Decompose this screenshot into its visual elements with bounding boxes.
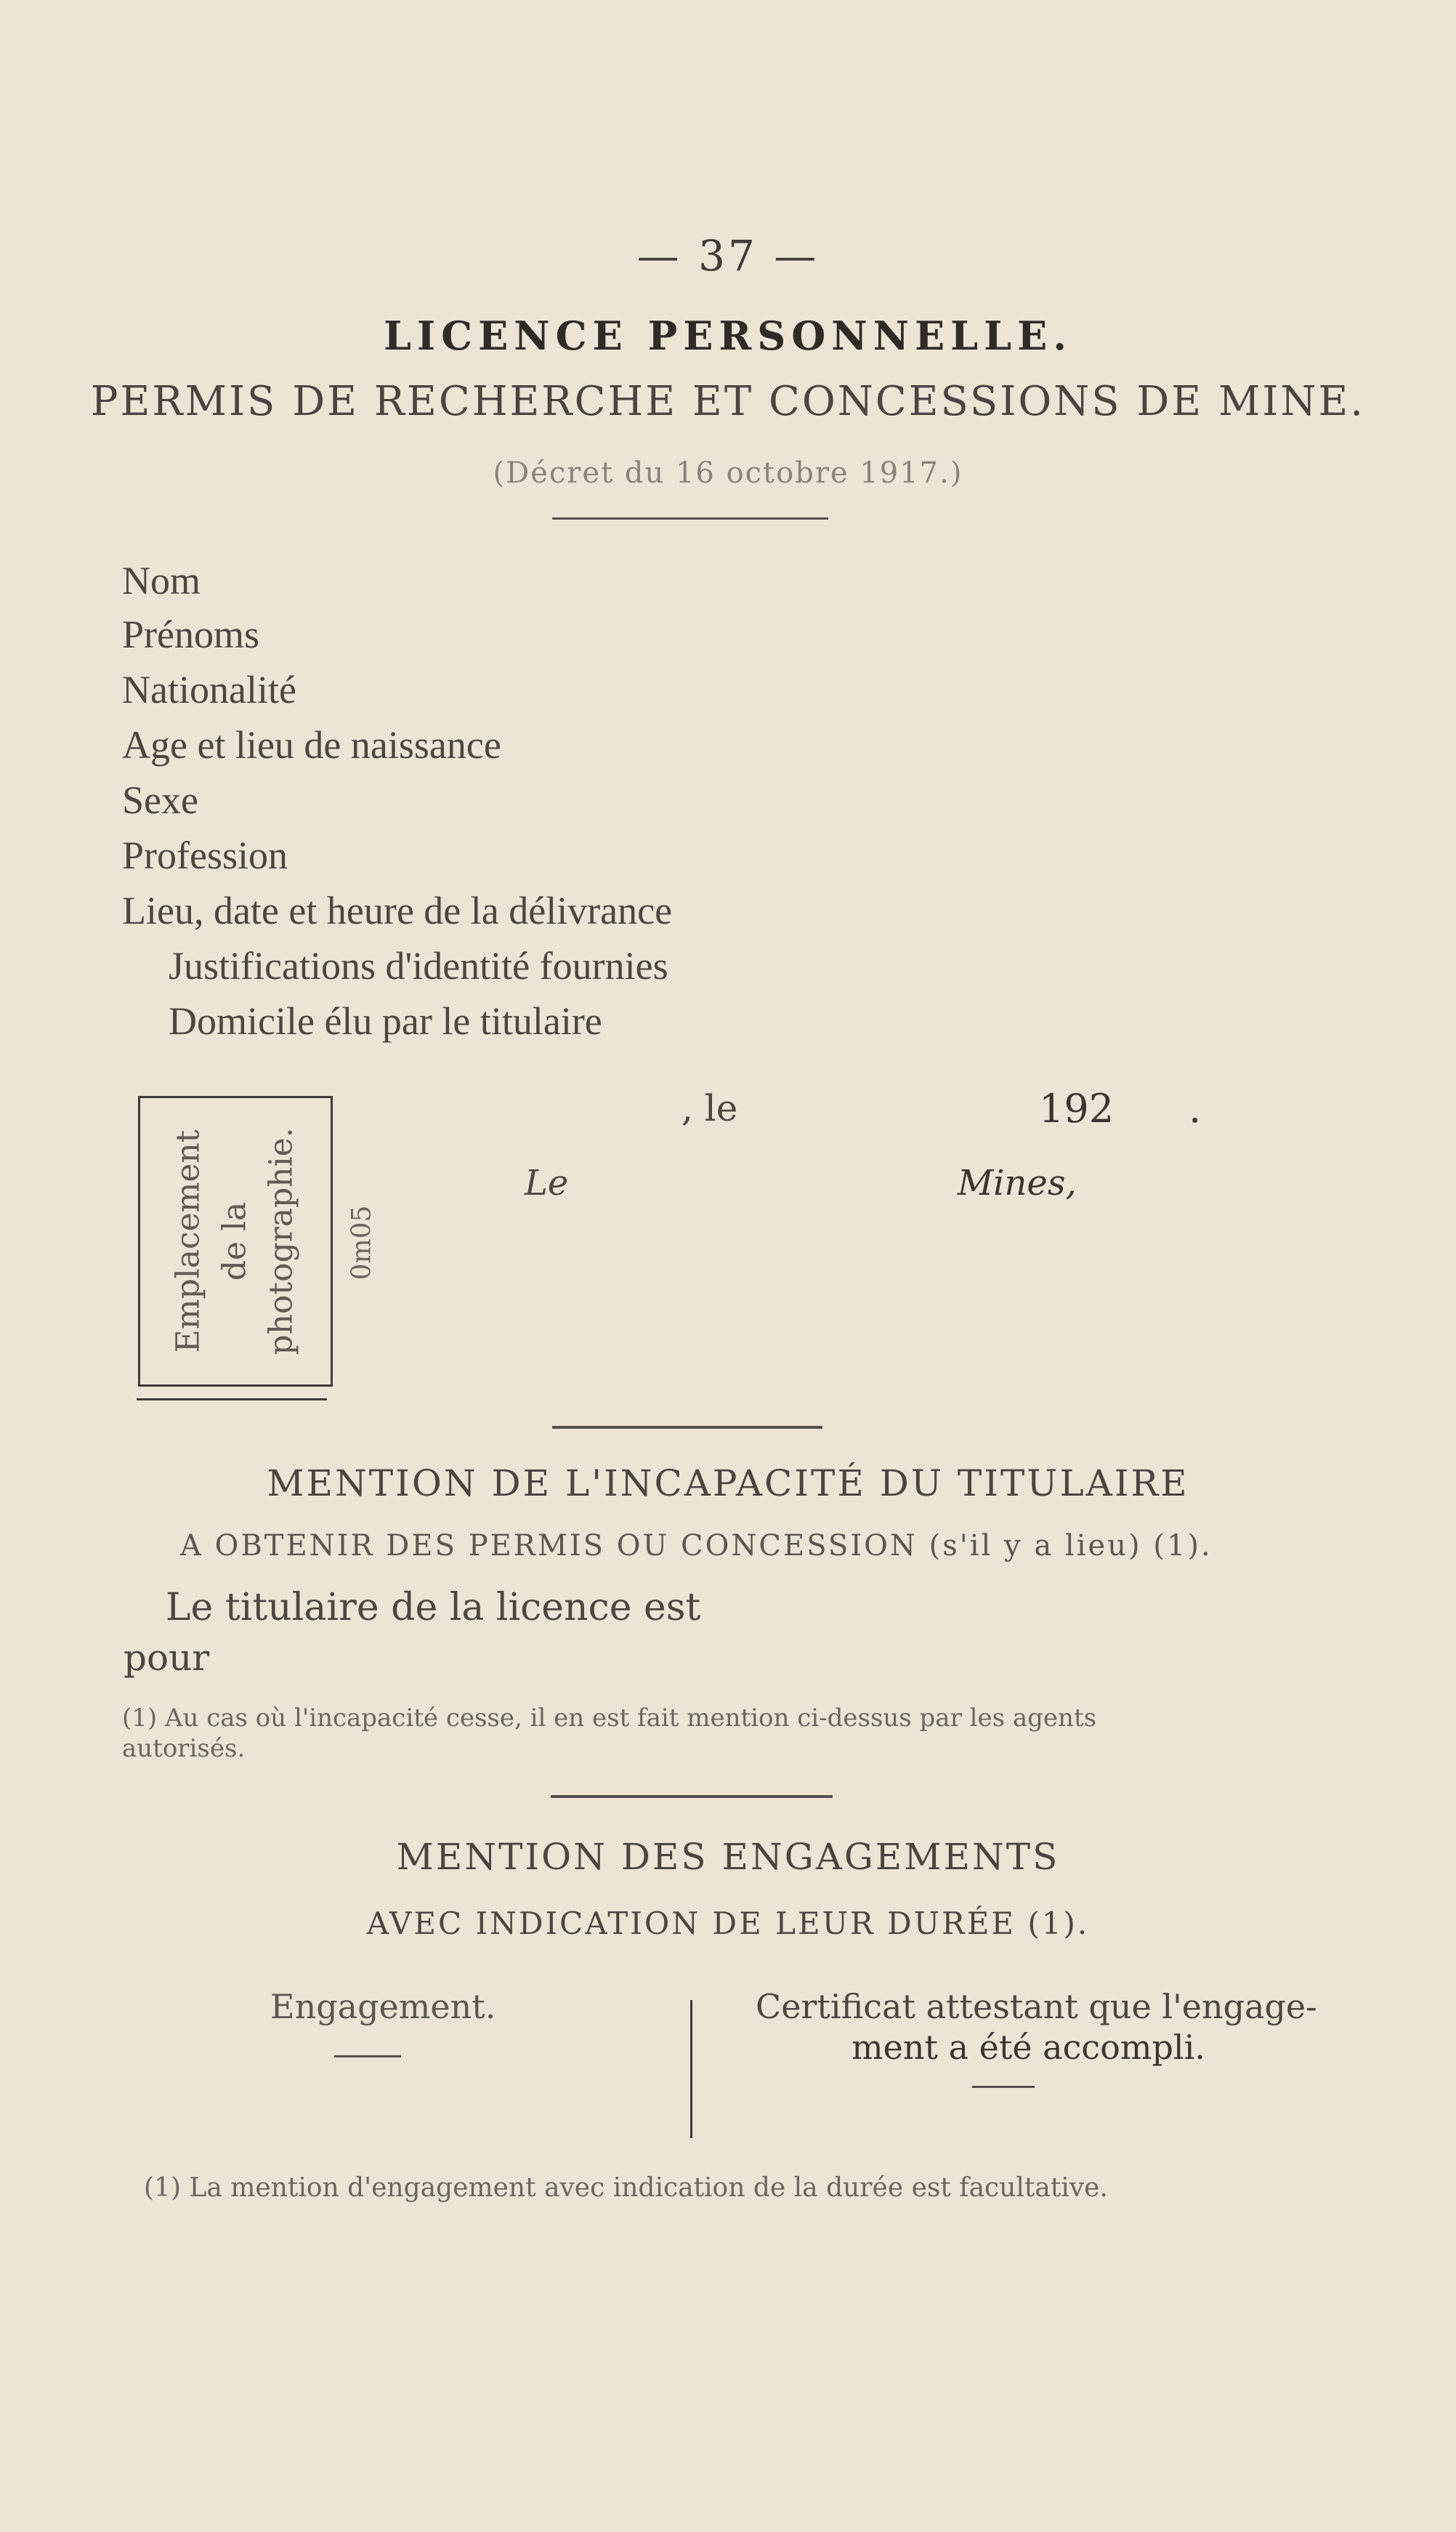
photo-size: 0m05 xyxy=(347,1205,377,1281)
page-subtitle: PERMIS DE RECHERCHE ET CONCESSIONS DE MINE. xyxy=(90,378,1366,425)
field-age-lieu-naissance: Age et lieu de naissance xyxy=(122,723,501,767)
incapacite-line2: pour xyxy=(124,1637,210,1679)
field-lieu-date-heure: Lieu, date et heure de la délivrance xyxy=(122,889,673,932)
date-year: 192 xyxy=(1039,1086,1115,1132)
date-period: . xyxy=(1189,1086,1202,1132)
engagements-column-divider xyxy=(690,2000,692,2138)
engagements-footnote: (1) La mention d'engagement avec indication de la durée est facultative. xyxy=(144,2173,1108,2203)
decree-reference: (Décret du 16 octobre 1917.) xyxy=(493,456,963,490)
photo-label-line2: de la xyxy=(216,1201,254,1281)
signature-le: Le xyxy=(525,1163,569,1203)
engagement-col-header: Engagement. xyxy=(270,1987,496,2026)
photo-bottom-extension xyxy=(137,1398,327,1400)
photo-label-line3: photographie. xyxy=(262,1127,300,1355)
section-divider-2 xyxy=(551,1795,833,1798)
photo-placeholder xyxy=(138,1096,333,1387)
certificat-col-underline xyxy=(972,2086,1035,2088)
signature-mines: Mines, xyxy=(958,1163,1077,1203)
certificat-col-header-2: ment a été accompli. xyxy=(852,2028,1205,2067)
field-prenoms: Prénoms xyxy=(122,613,259,656)
certificat-col-header-1: Certificat attestant que l'engage- xyxy=(756,1987,1317,2026)
section-divider-1 xyxy=(552,1426,822,1429)
page-title: LICENCE PERSONNELLE. xyxy=(383,313,1073,359)
incapacite-heading: MENTION DE L'INCAPACITÉ DU TITULAIRE xyxy=(267,1462,1189,1504)
field-profession: Profession xyxy=(122,834,288,877)
title-divider xyxy=(552,517,828,520)
field-nationalite: Nationalité xyxy=(122,668,296,711)
incapacite-footnote-2: autorisés. xyxy=(122,1734,246,1763)
field-nom: Nom xyxy=(122,559,201,602)
incapacite-footnote-1: (1) Au cas où l'incapacité cesse, il en est fait mention ci-dessus par les agents xyxy=(122,1704,1097,1733)
incapacite-subheading: A OBTENIR DES PERMIS OU CONCESSION (s'il y a lieu) (1). xyxy=(180,1529,1213,1563)
engagement-col-underline xyxy=(334,2055,401,2057)
date-le: , le xyxy=(682,1087,738,1129)
page-number: — 37 — xyxy=(636,231,820,281)
engagements-heading: MENTION DES ENGAGEMENTS xyxy=(396,1836,1060,1878)
field-domicile: Domicile élu par le titulaire xyxy=(169,999,602,1043)
engagements-subheading: AVEC INDICATION DE LEUR DURÉE (1). xyxy=(366,1906,1090,1941)
photo-label-line1: Emplacement xyxy=(169,1129,207,1353)
incapacite-line1: Le titulaire de la licence est xyxy=(166,1586,701,1629)
field-sexe: Sexe xyxy=(122,778,198,822)
field-justifications: Justifications d'identité fournies xyxy=(169,944,668,988)
photo-top-extension xyxy=(231,1096,333,1098)
